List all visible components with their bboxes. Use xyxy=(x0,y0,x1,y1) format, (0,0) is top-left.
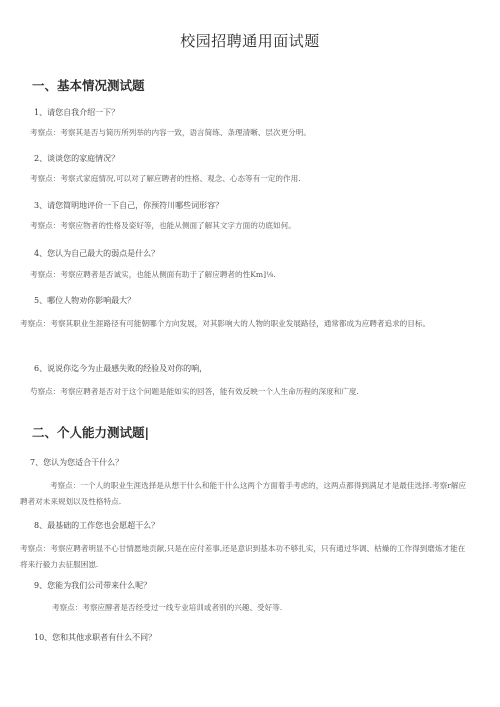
question-5: 5、哪位人物劝你影响最大？ xyxy=(34,296,136,305)
question-7: 7、您认为您适合干什么？ xyxy=(30,458,124,467)
answer-9: 考察点：考察应酵者是否经受过一线专业培训或者别的兴趣、受好等. xyxy=(52,603,283,612)
question-9: 9、您能为我们公司带来什么呢？ xyxy=(34,581,152,590)
answer-1: 考察点：考察其是否与简历所列举的内容一致，语言简练、条理清晰、层次更分明。 xyxy=(30,128,311,137)
section-heading-ability: 二、个人能力测试题| xyxy=(32,425,150,440)
answer-7: 考察点：一个人的职业生涯选择是从想干什么和能干什么这两个方面着手考虑的，这两点都得到满足才是最佳选择.考察r解应聘者对未来规划以及性格特点. xyxy=(20,481,467,506)
answer-8: 考察点：考察应聘者明显不心甘情愿地贡献,只是在应付差事,还是意识到基本功不够扎实，只有通过华调、枯燥的工作得到磨炼才能在将来行毅力去征服困崽. xyxy=(20,544,466,569)
answer-6: 芍察点：考察应聘者是否对于这个问题是能如实的回答，能有效反映一个人生命历程的深度和广度. xyxy=(30,387,359,396)
question-4: 4、您认为自己最大的弱点是什么？ xyxy=(34,249,160,258)
answer-4: 考察点：考察应聘者是否诚实，也能从侧面有助于了解应聘者的性Km]⅛. xyxy=(30,270,276,279)
question-3: 3、请您简明地评价一下自己，你预符川哪些词形容？ xyxy=(34,201,224,210)
question-10: 10、您和其他求职者有什么不同？ xyxy=(34,633,157,642)
question-8: 8、最基础的工作您也会愿超干么？ xyxy=(34,521,160,530)
question-6: 6、说说你迄今为止最感失败的经验及对你的响， xyxy=(34,364,208,373)
section-heading-basic: 一、基本情况测试题 xyxy=(32,78,145,93)
answer-5: 考察点：考察其职业生涯路径有可能朝哪个方向发展，对其影响大的人物的职业发展路径，通常都成为应聘者追求的目标。 xyxy=(20,319,431,328)
question-1: 1、请您自我介绍一下？ xyxy=(34,108,120,117)
answer-2: 考察点：考察式家庭情况,可以对了解应聘者的性格、观念、心态等有一定的作用. xyxy=(30,174,301,183)
page-title: 校园招聘通用面试题 xyxy=(180,32,320,50)
answer-3: 考察点：考察应物者的性格及姿好等，也能从侧面了解其文字方面的功底如何。 xyxy=(30,221,296,230)
question-2: 2、谈谈您的家庭情况？ xyxy=(34,154,120,163)
